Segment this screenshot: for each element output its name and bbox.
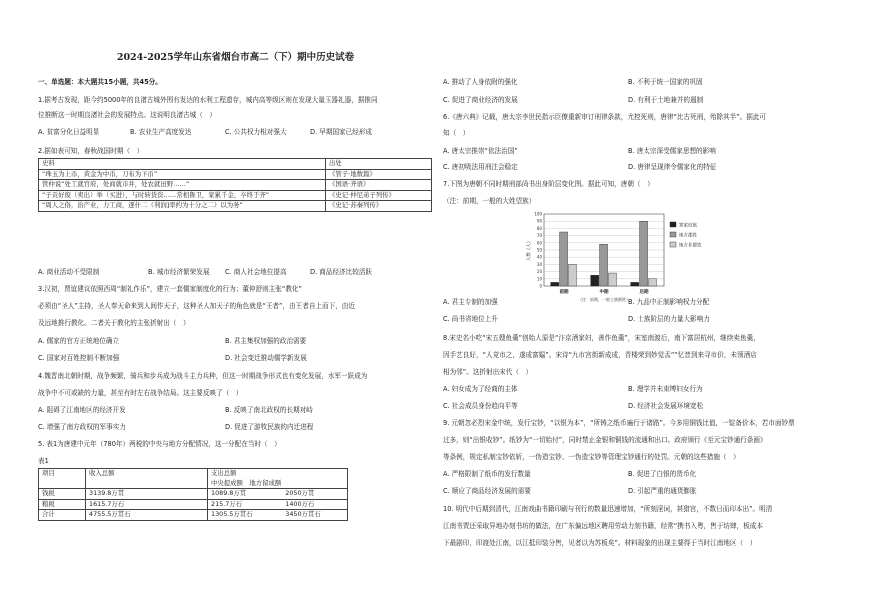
table-header-cell: 支出总额 (208, 469, 348, 479)
q6-option-a: A. 唐太宗推崇“依法治国” (443, 147, 518, 155)
q1-option-a: A. 贫富分化日益明显 (38, 128, 100, 136)
table-cell: “子贡好废（卖出）举（买进），与时转货资……常相鲁卫，家累千金，卒终于齐” (39, 190, 326, 201)
table-cell: 《管子·地数篇》 (326, 169, 432, 180)
q4-option-d: D. 促进了游牧民族的内迁进程 (225, 423, 314, 431)
q7-stem: 7.下图为唐朝不同时期刑部尚书出身阶层变化图。据此可知，唐朝（ ） (443, 180, 654, 188)
q4-option-b: B. 反映了南北政权的长期对峙 (225, 406, 313, 414)
table-cell: 1305.5万贯石 (208, 510, 283, 521)
x-tick-label: 后期 (639, 290, 649, 295)
q7-option-c: C. 尚书省地位上升 (443, 315, 498, 323)
q7-option-a: A. 君主专制的加强 (443, 298, 498, 306)
q2-option-a: A. 商业活动不受限制 (38, 268, 100, 276)
q7-option-b: B. 九品中正制影响权力分配 (628, 298, 710, 306)
table-header-cell: 项目 (39, 469, 86, 489)
table-row (39, 190, 432, 201)
table-row (39, 499, 348, 510)
legend-swatch (670, 222, 676, 227)
q9-stem-line2: 过多，则“出银收钞”。纸钞为“一切始付”，同时禁止金银和铜钱的流通和出口。政府颁行《至元宝钞通行条画》 (443, 436, 767, 444)
table-cell: 《史记·苏秦列传》 (326, 201, 432, 212)
x-tick-label: 前期 (559, 290, 569, 295)
table-header-cell: 出处 (326, 159, 432, 170)
table-row (39, 159, 432, 170)
table-cell: 4755.5万贯石 (86, 510, 208, 521)
q2-stem: 2.据如表可知，春秋战国时期（ ） (38, 147, 144, 155)
table-row (39, 469, 348, 479)
table-row (39, 169, 432, 180)
q6-option-c: C. 唐初吸法用刑注会稳定 (443, 163, 518, 171)
table-cell: “珠玉为上币，黄金为中币，刀布为下币” (39, 169, 326, 180)
x-axis-label: （注：前期，一般士族郡姓） (578, 297, 630, 302)
bar (551, 282, 559, 286)
y-tick-label: 100 (534, 211, 542, 217)
q5-option-a: A. 推动了人身依附的强化 (443, 78, 518, 86)
table-cell: 粮税 (39, 499, 86, 510)
q8-option-c: C. 社会成员身份趋向平等 (443, 402, 518, 410)
legend-label: 地方郡姓 (679, 233, 697, 239)
q8-stem-line1: 8.宋史名小吃“宋五嫂鱼羹”创始人原是“汴京酒家妇，善作鱼羹”，宋室南渡后，南下富居杭州，继续卖鱼羹， (443, 334, 760, 342)
legend-swatch (670, 232, 676, 237)
q6-option-d: D. 唐律呈现律令儒家化的特征 (628, 163, 717, 171)
table-cell: 1400万石 (282, 499, 347, 510)
table-cell: 3139.8万贯 (86, 489, 208, 500)
q8-option-d: D. 经济社会发展环境宽松 (628, 402, 704, 410)
table-cell: “周人之俗，治产业，力工商，逐什二（利润]率约为十分之二）以为务” (39, 201, 326, 212)
y-tick-label: 50 (536, 247, 542, 253)
bar (600, 244, 608, 286)
q3-option-c: C. 国家对百姓控制不断加强 (38, 354, 120, 362)
q4-stem-line2: 战争中不可或缺的力量，甚至有时左右战争结局。这主要反映了（ ） (38, 389, 243, 397)
q7-note: （注：前期，一般的大姓望族） (443, 197, 536, 205)
q2-option-c: C. 商人社会地位提高 (225, 268, 287, 276)
exam-title: 2024-2025学年山东省烟台市高二（下）期中历史试卷 (116, 52, 355, 63)
y-tick-label: 60 (536, 240, 542, 246)
y-tick-label: 40 (536, 254, 542, 260)
table-cell: 《国语·齐语》 (326, 180, 432, 191)
bar (631, 282, 639, 286)
q9-option-b: B. 促进了白银的货币化 (628, 470, 697, 478)
q1-stem-line2: 位推断这一时期良渚社会的发展特点。这说明良渚古城（ ） (38, 111, 217, 119)
table-row (39, 180, 432, 191)
q2-option-b: B. 城市经济繁荣发展 (148, 268, 210, 276)
table-row (39, 510, 348, 521)
q5-table-title: 表1 (38, 457, 49, 465)
table-cell: 1615.7万石 (86, 499, 208, 510)
q10-stem-line3: 下最剧印，印渡处江南，以江抵印装分售，见者以为苏板矣”。材料现象的出现主要得于当时江南地区（ ） (443, 539, 757, 547)
table-header-cell: 史料 (39, 159, 326, 170)
q4-option-a: A. 阻碍了江南地区的经济开发 (38, 406, 126, 414)
table-cell: 管仲说“处工就官府，处商就市井，处农就田野……” (39, 180, 326, 191)
q2-table (38, 158, 432, 212)
q9-option-c: C. 顺应了商品经济发展的需要 (443, 487, 531, 495)
x-tick-label: 中期 (599, 290, 609, 295)
legend-label: 寒家庶族 (679, 223, 697, 229)
q8-stem-line3: 相为邻”。这折射出宋代（ ） (443, 368, 533, 376)
q9-option-a: A. 严格限制了纸币的发行数量 (443, 470, 531, 478)
bar (568, 264, 576, 286)
q8-stem-line2: 因手艺良好，“人竞市之，遂成富媪”。宋诗“九市宫街新成成，青楼荣到妙觉盂”“忆昔到来寻市价，未领酒店 (443, 351, 757, 359)
q8-option-b: B. 理学并未束缚妇女行为 (628, 385, 703, 393)
legend-swatch (670, 242, 676, 247)
table-cell: 215.7万石 (208, 499, 283, 510)
q6-option-b: B. 唐太宗深受儒家思想的影响 (628, 147, 716, 155)
table-subheader-cell: 中央提成额 地方留成额 (208, 479, 348, 489)
table-row (39, 489, 348, 500)
q3-stem-line1: 3.汉初，贾谊建议依照西周“制礼作乐”，建立一套儒家制度化的行为；董仲舒则主张“教化” (38, 285, 302, 293)
table-cell: 2050万贯 (282, 489, 347, 500)
y-tick-label: 20 (536, 269, 542, 275)
q10-stem-line2: 江南书贾还采取异地办刻书坊的做法，在广东偏远地区聘用劳动力刻书籍，经常“携书入粤，售于坊肆，板成本 (443, 522, 763, 530)
table-cell: 1089.8万贯 (208, 489, 283, 500)
y-tick-label: 0 (539, 283, 542, 289)
table-row (39, 201, 432, 212)
q8-option-a: A. 妇女成为了经商的主体 (443, 385, 518, 393)
q4-option-c: C. 增强了南方政权的军事实力 (38, 423, 126, 431)
section-heading: 一、单选题：本大题共15小题，共45分。 (38, 78, 162, 86)
table-cell: 合计 (39, 510, 86, 521)
q7-option-d: D. 士族阶层的力量大影响力 (628, 315, 710, 323)
y-tick-label: 10 (536, 276, 542, 282)
table-cell: 《史记·仲尼弟子列传》 (326, 190, 432, 201)
q2-option-d: D. 商品经济比较活跃 (310, 268, 373, 276)
q4-stem-line1: 4.魏晋南北朝时期，战争频繁，骑兵和步兵成为战斗主力兵种，但这一时期战争形式也有变化发展，水军一跃成为 (38, 372, 368, 380)
table-header-cell: 收入总额 (86, 469, 208, 489)
y-tick-label: 70 (536, 233, 542, 239)
q9-stem-line3: 等条例，规定私制宝钞依斩，一伪造宝钞、一伪造宝钞等管理宝钞通行的处罚。元朝的这些措施（ ） (443, 453, 740, 461)
q10-stem-line1: 10. 明代中后期到清代，江南戏曲书籍印刷与刊行的数量迅速增加，“所刻淫词，甚猎宫，不数日而印本出”。明清 (443, 505, 773, 513)
legend-label: 地方非郡姓 (679, 243, 702, 249)
q6-stem-line2: 知（ ） (443, 129, 470, 137)
q1-option-b: B. 农业生产高度发达 (130, 128, 192, 136)
bar (591, 275, 599, 286)
q3-stem-line2: 必须由“圣人”主持，圣人奉天命来到人间作天子，这种圣人加天子的角色就是“王者”，由王者自上而下，由近 (38, 302, 355, 310)
q9-stem-line1: 9. 元朝忽必烈宋金中统，发行宝钞，“以银为本”，“所铸之纸币遍行于诸路”。今多用铜钱比值，一锭备价本，若市面钞票 (443, 419, 795, 427)
q1-option-d: D. 早期国家已经形成 (310, 128, 373, 136)
q5-table (38, 468, 348, 521)
q9-option-d: D. 引起严重的通货膨胀 (628, 487, 697, 495)
q5-option-d: D. 有利于土地兼并的遏制 (628, 96, 704, 104)
bar (640, 221, 648, 286)
bar (560, 232, 568, 286)
table-cell: 钱税 (39, 489, 86, 500)
q3-option-b: B. 君主集权加强的政治需要 (225, 337, 307, 345)
q5-stem: 5. 表1为唐建中元年（780年）两税的中央与地方分配情况，这一分配在当时（ ） (38, 440, 281, 448)
bar (648, 279, 656, 286)
q3-stem-line3: 及远地推行教化。二者关于教化的主张折射出（ ） (38, 319, 190, 327)
q1-option-c: C. 公共权力相对强大 (225, 128, 287, 136)
q6-stem-line1: 6.《唐六典》记载，唐太宗李世民指示臣僚重新审订刑律条款，尤控死刑，唐律“比古死刑，殆除其半”。据此可 (443, 113, 767, 121)
y-tick-label: 90 (536, 218, 542, 224)
table-cell: 3450万贯石 (282, 510, 347, 521)
q5-option-c: C. 促进了商业经济的发展 (443, 96, 518, 104)
q7-bar-chart (522, 206, 722, 306)
q1-stem-line1: 1.据考古发现，距今约5000年的良渚古城外围有发达的水利工程遗存，城内高等级区则在发现大量玉器礼器，据推同 (38, 96, 378, 104)
bar (608, 273, 616, 286)
y-tick-label: 30 (536, 261, 542, 267)
q3-option-a: A. 儒家的官方正统地位确立 (38, 337, 120, 345)
y-axis-label: 人数（人） (527, 238, 532, 262)
q3-option-d: D. 社会变迁推动儒学新发展 (225, 354, 307, 362)
y-tick-label: 80 (536, 225, 542, 231)
q5-option-b: B. 不利于统一国家的巩固 (628, 78, 703, 86)
